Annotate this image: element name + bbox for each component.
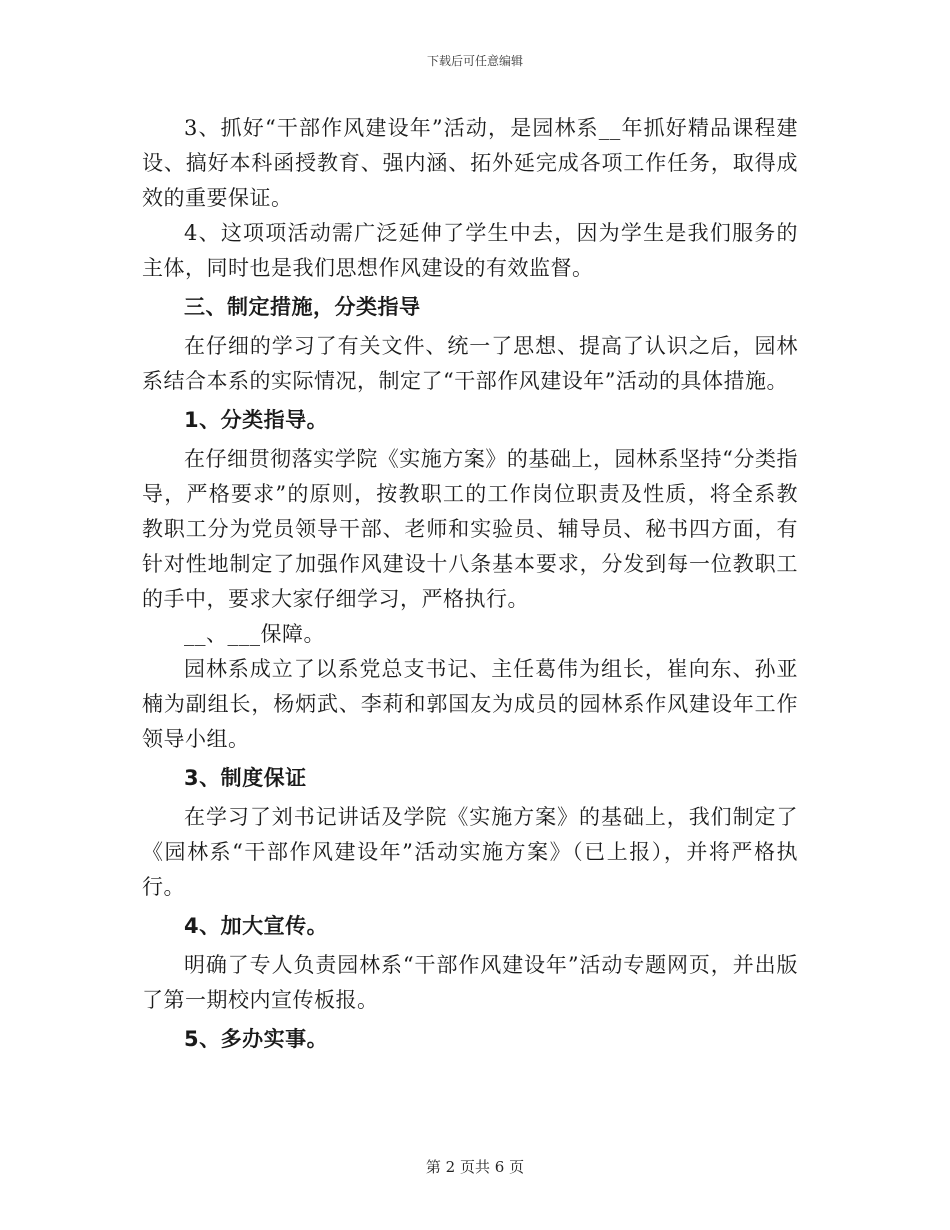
- paragraph-classified-guidance: 在仔细贯彻落实学院《实施方案》的基础上，园林系坚持“分类指导，严格要求”的原则，按教职工的工作岗位职责及性质，将全系教教职工分为党员领导干部、老师和实验员、辅导员、秘书四方面，有针对性地制定了加强作风建设十八条基本要求，分发到每一位教职工的手中，要求大家仔细学习，严格执行。: [142, 447, 798, 611]
- subheading-system-guarantee: 3、制度保证: [184, 766, 307, 790]
- subheading-practical-work: 5、多办实事。: [184, 1027, 329, 1051]
- paragraph-guarantee-line: __、___保障。: [184, 622, 325, 646]
- paragraph-section-intro: 在仔细的学习了有关文件、统一了思想、提高了认识之后，园林系结合本系的实际情况，制定了“干部作风建设年”活动的具体措施。: [142, 334, 798, 393]
- paragraph-leadership-group: 园林系成立了以系党总支书记、主任葛伟为组长，崔向东、孙亚楠为副组长，杨炳武、李莉和郭国友为成员的园林系作风建设年工作领导小组。: [142, 657, 798, 751]
- section-heading-3: 三、制定措施，分类指导: [184, 295, 421, 319]
- paragraph-system-guarantee: 在学习了刘书记讲话及学院《实施方案》的基础上，我们制定了《园林系“干部作风建设年”活动实施方案》（已上报），并将严格执行。: [142, 805, 798, 899]
- paragraph-publicity: 明确了专人负责园林系“干部作风建设年”活动专题网页，并出版了第一期校内宣传板报。: [142, 953, 798, 1012]
- subheading-publicity: 4、加大宣传。: [184, 914, 329, 938]
- page-header: 下载后可任意编辑: [426, 54, 523, 68]
- paragraph-item-3: 3、抓好“干部作风建设年”活动，是园林系__年抓好精品课程建设、搞好本科函授教育、强内涵、拓外延完成各项工作任务，取得成效的重要保证。: [142, 116, 798, 210]
- paragraph-item-4: 4、这项项活动需广泛延伸了学生中去，因为学生是我们服务的主体，同时也是我们思想作风建设的有效监督。: [142, 221, 798, 280]
- subheading-classified-guidance: 1、分类指导。: [184, 408, 329, 432]
- document-body: [142, 111, 798, 1061]
- page-footer: 第 2 页共 6 页: [425, 1158, 525, 1176]
